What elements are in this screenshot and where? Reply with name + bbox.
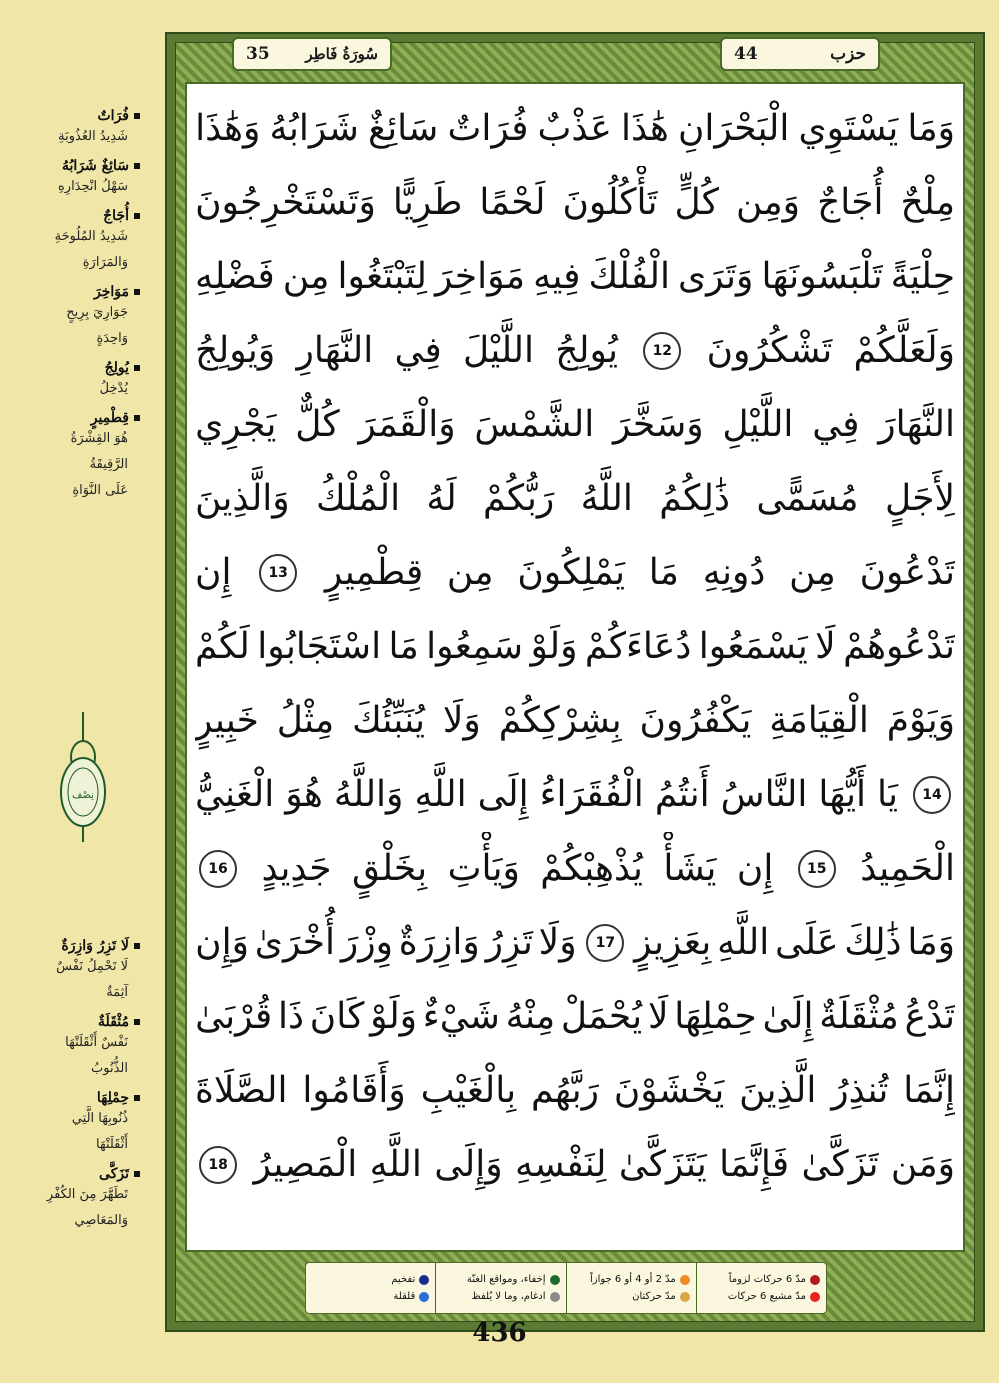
verse-line	[195, 462, 955, 536]
color-dot-icon	[550, 1292, 560, 1302]
glossary-entry	[10, 284, 140, 352]
verse-word: النَّاسُ	[720, 774, 808, 815]
legend-item	[573, 1291, 690, 1302]
verse-word: الْفُلْكَ	[588, 256, 670, 297]
verse-word: يَجْرِي	[195, 404, 277, 445]
bullet-icon	[134, 1019, 140, 1025]
legend-label: مدّ مشبع 6 حركات	[727, 1291, 806, 1302]
verse-word: لَحْمًا	[479, 182, 546, 223]
legend-column-2	[566, 1263, 696, 1313]
ayah-number-marker: 13	[259, 554, 297, 592]
verse-word: طَرِيًّا	[392, 182, 463, 223]
glossary-term	[10, 108, 140, 124]
verse-word: عَذْبٌ	[537, 108, 612, 149]
glossary-term	[10, 1014, 140, 1030]
glossary-definition: آثِمَةٌ	[106, 985, 128, 1000]
glossary-term	[10, 158, 140, 174]
verse-line	[195, 240, 955, 314]
verse-word: فِي	[394, 330, 442, 371]
glossary-term	[10, 1166, 140, 1182]
glossary-definition: عَلَى النَّوَاةِ	[72, 483, 128, 498]
verse-word: يَمْلِكُونَ	[517, 552, 625, 593]
verse-word: مِثْلُ	[276, 700, 335, 741]
verse-word: عَلَى	[775, 922, 839, 963]
verse-line	[195, 92, 955, 166]
verse-word: ذَٰلِكَ	[844, 922, 902, 963]
verse-word: كَانَ	[309, 996, 365, 1037]
verse-word: مُسَمًّى	[756, 478, 859, 519]
verse-line	[195, 832, 955, 906]
verse-word: أُجَاجٌ	[817, 182, 884, 223]
verse-word: تَزَكَّىٰ	[801, 1144, 879, 1185]
verse-word: يَشَأْ	[663, 848, 717, 889]
ayah-number-marker: 12	[643, 332, 681, 370]
glossary-term-text: سَائِغٌ شَرَابُهُ	[62, 158, 129, 174]
verse-line	[195, 388, 955, 462]
verse-line	[195, 980, 955, 1054]
legend-item	[703, 1274, 820, 1285]
verse-word: وَسَخَّرَ	[612, 404, 704, 445]
glossary-definition: وَالمَعَاصِي	[74, 1213, 128, 1228]
legend-label: مدّ 2 أو 4 أو 6 جوازاً	[589, 1274, 676, 1285]
glossary-definition: تَطَهَّرَ مِنَ الكُفْرِ	[46, 1187, 128, 1202]
bullet-icon	[134, 1095, 140, 1101]
verse-word: تَشْكُرُونَ	[706, 330, 833, 371]
verse-word: فِي	[812, 404, 860, 445]
verse-word: الْفُقَرَاءُ	[539, 774, 644, 815]
verse-word: يُنَبِّئُكَ	[352, 700, 426, 741]
glossary-term-text: مَوَاخِرَ	[94, 284, 129, 300]
verse-word: وَمَا	[907, 922, 955, 963]
verse-line	[195, 536, 955, 610]
legend-label: قلقلة	[393, 1291, 416, 1302]
verse-word: اسْتَجَابُوا	[257, 626, 382, 667]
hizb-quarter-icon	[58, 712, 108, 842]
verse-word: وَلَوْ	[370, 996, 418, 1037]
glossary-term	[10, 1090, 140, 1106]
glossary-entry	[10, 938, 140, 1006]
verse-word: يَتَزَكَّىٰ	[618, 1144, 707, 1185]
legend-label: ادغام، وما لا يُلفظ	[471, 1291, 546, 1302]
verse-word: وَمَن	[890, 1144, 955, 1185]
verse-word: هُوَ	[285, 774, 323, 815]
verse-word: خَبِيرٍ	[195, 700, 259, 741]
color-dot-icon	[810, 1275, 820, 1285]
glossary-term	[10, 360, 140, 376]
verse-word: لَا	[647, 996, 669, 1037]
verse-line	[195, 314, 955, 388]
verse-word: وَازِرَةٌ	[398, 922, 480, 963]
verse-word: الَّذِينَ	[739, 1070, 817, 1111]
verse-line	[195, 1054, 955, 1128]
verse-word: وَإِلَى	[434, 1144, 503, 1185]
verse-word: وَلَا	[538, 922, 577, 963]
legend-item	[312, 1291, 429, 1302]
verse-line	[195, 906, 955, 980]
glossary-term-text: تَزَكَّى	[99, 1166, 129, 1182]
color-dot-icon	[680, 1292, 690, 1302]
glossary-definition: لَا تَحْمِلُ نَفْسٌ	[56, 959, 128, 974]
hizb-label: حزب	[830, 44, 866, 64]
legend-item	[442, 1274, 559, 1285]
hizb-marker-label: نِصْف	[72, 790, 94, 801]
verse-word: حِلْيَةً	[890, 256, 955, 297]
verse-word: حِمْلِهَا	[674, 996, 757, 1037]
verse-word: يَكْفُرُونَ	[639, 700, 752, 741]
verse-word: تَدْعُ	[904, 996, 955, 1037]
verse-word: تَأْكُلُونَ	[562, 182, 658, 223]
verse-word: الشَّمْسَ	[474, 404, 595, 445]
verse-word: مُثْقَلَةٌ	[819, 996, 899, 1037]
glossary-term-text: قِطْمِيرٍ	[90, 410, 129, 426]
glossary-definition: نَفْسٌ أَثْقَلَتْهَا	[65, 1035, 128, 1050]
verse-word: بِشِرْكِكُمْ	[498, 700, 622, 741]
verse-word: يَا	[877, 774, 898, 815]
verse-line	[195, 166, 955, 240]
verse-word: فِيهِ	[533, 256, 581, 297]
verse-word: فَضْلِهِ	[195, 256, 275, 297]
glossary-entry	[10, 208, 140, 276]
verse-word: يُذْهِبْكُمْ	[540, 848, 643, 889]
verse-word: وَتَرَى	[678, 256, 754, 297]
verse-word: وَالَّذِينَ	[195, 478, 290, 519]
verse-word: سَمِعُوا	[426, 626, 524, 667]
verse-word: اللَّيْلِ	[722, 404, 794, 445]
glossary-entry	[10, 410, 140, 504]
legend-column-4	[306, 1263, 435, 1313]
color-dot-icon	[419, 1275, 429, 1285]
verse-word: شَرَابُهُ	[269, 108, 359, 149]
glossary-term-text: حِمْلِهَا	[96, 1090, 129, 1106]
verse-word: وَإِن	[195, 922, 249, 963]
verse-word: دُعَاءَكُمْ	[584, 626, 692, 667]
glossary-term	[10, 938, 140, 954]
glossary-entry	[10, 360, 140, 402]
verse-word: تَدْعُونَ	[859, 552, 955, 593]
ayah-number-marker: 17	[586, 924, 624, 962]
verse-word: وِزْرَ	[340, 922, 393, 963]
verse-word: وَتَسْتَخْرِجُونَ	[195, 182, 376, 223]
glossary-definition: سَهْلُ انْحِدَارِهِ	[57, 179, 128, 194]
verse-word: لِأَجَلٍ	[884, 478, 955, 519]
glossary-definition: شَدِيدُ المُلُوحَةِ	[54, 229, 128, 244]
verse-word: مِن	[446, 552, 494, 593]
verse-word: ذَا	[278, 996, 305, 1037]
verse-lines	[195, 92, 955, 1202]
verse-word: أَيُّهَا	[818, 774, 866, 815]
color-dot-icon	[419, 1292, 429, 1302]
verse-word: لِنَفْسِهِ	[514, 1144, 607, 1185]
legend-item	[442, 1291, 559, 1302]
glossary-definition: أَثْقَلَتْهَا	[96, 1137, 128, 1152]
verse-word: وَالْقَمَرَ	[358, 404, 456, 445]
tajweed-legend	[305, 1262, 827, 1314]
verse-word: الْمُلْكُ	[316, 478, 401, 519]
glossary-term	[10, 284, 140, 300]
verse-word: لِتَبْتَغُوا	[337, 256, 427, 297]
verse-word: الْغَنِيُّ	[195, 774, 275, 815]
verse-word: أُخْرَىٰ	[254, 922, 336, 963]
legend-item	[703, 1291, 820, 1302]
glossary-definition: الرَّقِيقَةُ	[89, 457, 128, 472]
verse-word: وَلَا	[442, 700, 481, 741]
legend-label: إخفاء، ومواقع الغنّة	[466, 1274, 546, 1285]
verse-word: إِن	[195, 552, 232, 593]
color-dot-icon	[550, 1275, 560, 1285]
glossary-entry	[10, 1166, 140, 1234]
glossary-term	[10, 208, 140, 224]
verse-word: سَائِغٌ	[368, 108, 439, 149]
verse-word: اللَّهِ	[414, 774, 467, 815]
verse-word: مَا	[648, 552, 679, 593]
surah-number: 35	[246, 44, 270, 64]
glossary-definition: هُوَ القِشْرَةُ	[70, 431, 128, 446]
verse-word: اللَّيْلَ	[462, 330, 534, 371]
verse-word: بِخَلْقٍ	[351, 848, 428, 889]
legend-label: تفخيم	[391, 1274, 416, 1285]
verse-word: هَٰذَا	[620, 108, 669, 149]
verse-word: مِن	[282, 256, 330, 297]
verse-word: إِلَىٰ	[762, 996, 814, 1037]
glossary-entry	[10, 158, 140, 200]
bullet-icon	[134, 415, 140, 421]
glossary-entry	[10, 1090, 140, 1158]
glossary-top	[10, 108, 140, 512]
verse-word: اللَّهِ	[717, 922, 770, 963]
glossary-definition: ذُنُوبِهَا الَّتِي	[71, 1111, 128, 1126]
verse-word: إِلَى	[477, 774, 529, 815]
glossary-term-text: يُولِجُ	[104, 360, 129, 376]
ayah-number-marker: 18	[199, 1146, 237, 1184]
bullet-icon	[134, 163, 140, 169]
verse-word: أَنتُمُ	[654, 774, 710, 815]
verse-word: تَلْبَسُونَهَا	[761, 256, 883, 297]
verse-word: تُنذِرُ	[831, 1070, 889, 1111]
verse-word: إِن	[736, 848, 774, 889]
verse-word: مَوَاخِرَ	[435, 256, 526, 297]
hizb-header	[720, 37, 880, 71]
verse-word: الْمَصِيرُ	[253, 1144, 358, 1185]
verse-word: لَكُمْ	[195, 626, 250, 667]
verse-word: الْقِيَامَةِ	[769, 700, 869, 741]
verse-word: فُرَاتٌ	[447, 108, 529, 149]
verse-word: وَلَعَلَّكُمْ	[853, 330, 955, 371]
verse-word: وَيَأْتِ	[447, 848, 520, 889]
bullet-icon	[134, 943, 140, 949]
verse-word: لَا	[815, 626, 836, 667]
verse-word: الْبَحْرَانِ	[677, 108, 790, 149]
verse-line	[195, 758, 955, 832]
verse-word: رَبُّكُمْ	[483, 478, 555, 519]
verse-word: وَهَٰذَا	[195, 108, 261, 149]
legend-column-3	[435, 1263, 565, 1313]
verse-word: ذَٰلِكُمُ	[659, 478, 731, 519]
verse-line	[195, 684, 955, 758]
color-dot-icon	[810, 1292, 820, 1302]
legend-item	[573, 1274, 690, 1285]
verse-word: شَيْءٌ	[422, 996, 500, 1037]
verse-word: اللَّهُ	[580, 478, 633, 519]
glossary-term-text: فُرَاتٌ	[97, 108, 129, 124]
verse-word: يَسْمَعُوا	[698, 626, 808, 667]
verse-word: بِالْغَيْبِ	[420, 1070, 517, 1111]
glossary-term-text: لَا تَزِرُ وَازِرَةٌ	[61, 938, 129, 954]
verse-word: رَبَّهُم	[531, 1070, 599, 1111]
verse-word: وَأَقَامُوا	[302, 1070, 406, 1111]
verse-word: يُولِجُ	[555, 330, 619, 371]
glossary-definition: الذُّنُوبُ	[91, 1061, 128, 1076]
verse-word: مِنْهُ	[505, 996, 556, 1037]
hizb-number: 44	[734, 44, 758, 64]
bullet-icon	[134, 113, 140, 119]
verse-word: مِن	[789, 552, 836, 593]
surah-header	[232, 37, 392, 71]
verse-word: مِلْحٌ	[900, 182, 955, 223]
glossary-term-text: مُثْقَلَةٌ	[98, 1014, 129, 1030]
verse-word: كُلٌّ	[295, 404, 340, 445]
verse-word: قِطْمِيرٍ	[324, 552, 424, 593]
verse-word: النَّهَارَ	[878, 404, 955, 445]
glossary-definition: وَاحِدَةٍ	[96, 331, 128, 346]
ayah-number-marker: 15	[798, 850, 836, 888]
verse-line	[195, 610, 955, 684]
page-number: 436	[472, 1318, 527, 1348]
ayah-number-marker: 16	[199, 850, 237, 888]
verse-word: قُرْبَىٰ	[195, 996, 273, 1037]
glossary-definition: وَالمَرَارَةِ	[82, 255, 128, 270]
verse-word: الصَّلَاةَ	[195, 1070, 288, 1111]
verse-word: وَيَوْمَ	[886, 700, 955, 741]
verse-word: جَدِيدٍ	[261, 848, 332, 889]
glossary-entry	[10, 1014, 140, 1082]
verse-word: كُلٍّ	[674, 182, 719, 223]
verse-word: وَمَا	[907, 108, 955, 149]
ayah-number-marker: 14	[913, 776, 951, 814]
verse-word: اللَّهِ	[369, 1144, 422, 1185]
glossary-definition: جَوَارِيَ بِرِيحٍ	[66, 305, 128, 320]
glossary-bottom	[10, 938, 140, 1242]
verse-word: الْحَمِيدُ	[860, 848, 955, 889]
verse-word: بِعَزِيزٍ	[634, 922, 712, 963]
legend-label: مدّ حركتان	[632, 1291, 676, 1302]
legend-item	[312, 1274, 429, 1285]
bullet-icon	[134, 289, 140, 295]
glossary-definition: شَدِيدُ العُذُوبَةِ	[58, 129, 128, 144]
color-dot-icon	[680, 1275, 690, 1285]
glossary-term	[10, 410, 140, 426]
verse-word: وَاللَّهُ	[333, 774, 404, 815]
legend-column-1	[696, 1263, 826, 1313]
glossary-entry	[10, 108, 140, 150]
verse-word: يَخْشَوْنَ	[613, 1070, 725, 1111]
bullet-icon	[134, 1171, 140, 1177]
verse-word: وَمِن	[735, 182, 801, 223]
verse-word: إِنَّمَا	[903, 1070, 955, 1111]
surah-name: سُورَةُ فَاطِر	[305, 45, 378, 63]
glossary-definition: يُدْخِلُ	[99, 381, 128, 396]
verse-word: فَإِنَّمَا	[719, 1144, 790, 1185]
verse-word: مَا	[388, 626, 419, 667]
verse-word: يَسْتَوِي	[798, 108, 899, 149]
verse-word: النَّهَارِ	[296, 330, 374, 371]
verse-word: لَهُ	[426, 478, 457, 519]
verse-word: دُونِهِ	[702, 552, 766, 593]
verse-word: يُحْمَلْ	[560, 996, 643, 1037]
legend-label: مدّ 6 حركات لزوماً	[728, 1274, 806, 1285]
verse-word: وَيُولِجُ	[195, 330, 276, 371]
glossary-term-text: أُجَاجٌ	[103, 208, 129, 224]
bullet-icon	[134, 213, 140, 219]
verse-line	[195, 1128, 955, 1202]
verse-word: تَدْعُوهُمْ	[843, 626, 955, 667]
verse-word: تَزِرُ	[485, 922, 533, 963]
bullet-icon	[134, 365, 140, 371]
verse-word: وَلَوْ	[530, 626, 578, 667]
